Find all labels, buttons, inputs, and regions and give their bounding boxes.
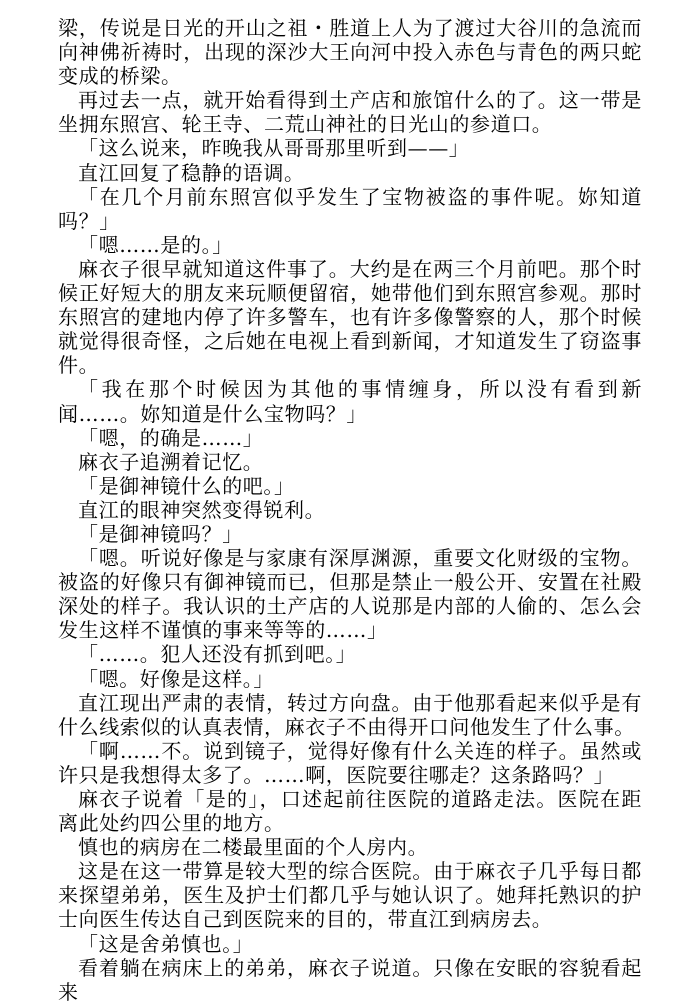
- paragraph: 「这么说来，昨晚我从哥哥那里听到——」: [78, 136, 470, 161]
- paragraph: 慎也的病房在二楼最里面的个人房内。: [78, 835, 429, 860]
- paragraph: 「这是舍弟慎也。」: [78, 931, 254, 956]
- paragraph: 这是在这一带算是较大型的综合医院。由于麻衣子几乎每日都来探望弟弟，医生及护士们都几乎与她认识了。她拜托熟识的护士向医生传达自己到医院来的目的，带直江到病房去。: [58, 859, 642, 932]
- paragraph: 直江回复了稳静的语调。: [78, 160, 305, 185]
- paragraph: 「嗯。好像是这样。」: [78, 666, 274, 691]
- paragraph: 麻衣子很早就知道这件事了。大约是在两三个月前吧。那个时候正好短大的朋友来玩顺便留宿，她带他们到东照宫参观。那时东照宫的建地内停了许多警车，也有许多像警察的人，那个时候就觉得很奇怪，之后她在电视上看到新闻，才知道发生了窃盗事件。: [58, 256, 642, 378]
- paragraph: 「嗯。听说好像是与家康有深厚渊源，重要文化财级的宝物。被盗的好像只有御神镜而已，但那是禁止一般公开、安置在社殿深处的样子。我认识的土产店的人说那是内部的人偷的、怎么会发生这样不谨慎的事来等等的……」: [58, 546, 642, 643]
- paragraph: 「嗯，的确是……」: [78, 425, 264, 450]
- paragraph: 「……。犯人还没有抓到吧。」: [78, 642, 357, 667]
- paragraph: 看着躺在病床上的弟弟，麻衣子说道。只像在安眠的容貌看起来: [58, 955, 642, 1004]
- document-page: [58, 16, 642, 1004]
- paragraph: 直江的眼神突然变得锐利。: [78, 497, 326, 522]
- paragraph: 「是御神镜吗？」: [78, 521, 243, 546]
- paragraph: 麻衣子说着「是的」，口述起前往医院的道路走法。医院在距离此处约四公里的地方。: [58, 787, 642, 836]
- paragraph: 「啊……不。说到镜子，觉得好像有什么关连的样子。虽然或许只是我想得太多了。……啊，医院要往哪走？这条路吗？」: [58, 738, 642, 787]
- paragraph: 「嗯……是的。」: [78, 232, 233, 257]
- paragraph: 直江现出严肃的表情，转过方向盘。由于他那看起来似乎是有什么线索似的认真表情，麻衣子不由得开口问他发生了什么事。: [58, 690, 642, 739]
- paragraph: 「我在那个时候因为其他的事情缠身，所以没有看到新闻……。妳知道是什么宝物吗？」: [58, 377, 642, 426]
- paragraph: 再过去一点，就开始看得到土产店和旅馆什么的了。这一带是坐拥东照宫、轮王寺、二荒山神社的日光山的参道口。: [58, 88, 642, 137]
- paragraph: 「是御神镜什么的吧。」: [78, 473, 295, 498]
- paragraph: 麻衣子追溯着记忆。: [78, 449, 264, 474]
- paragraph: 「在几个月前东照宫似乎发生了宝物被盗的事件呢。妳知道吗？」: [58, 184, 642, 233]
- paragraph: 梁，传说是日光的开山之祖・胜道上人为了渡过大谷川的急流而向神佛祈祷时，出现的深沙大王向河中投入赤色与青色的两只蛇变成的桥梁。: [58, 16, 642, 89]
